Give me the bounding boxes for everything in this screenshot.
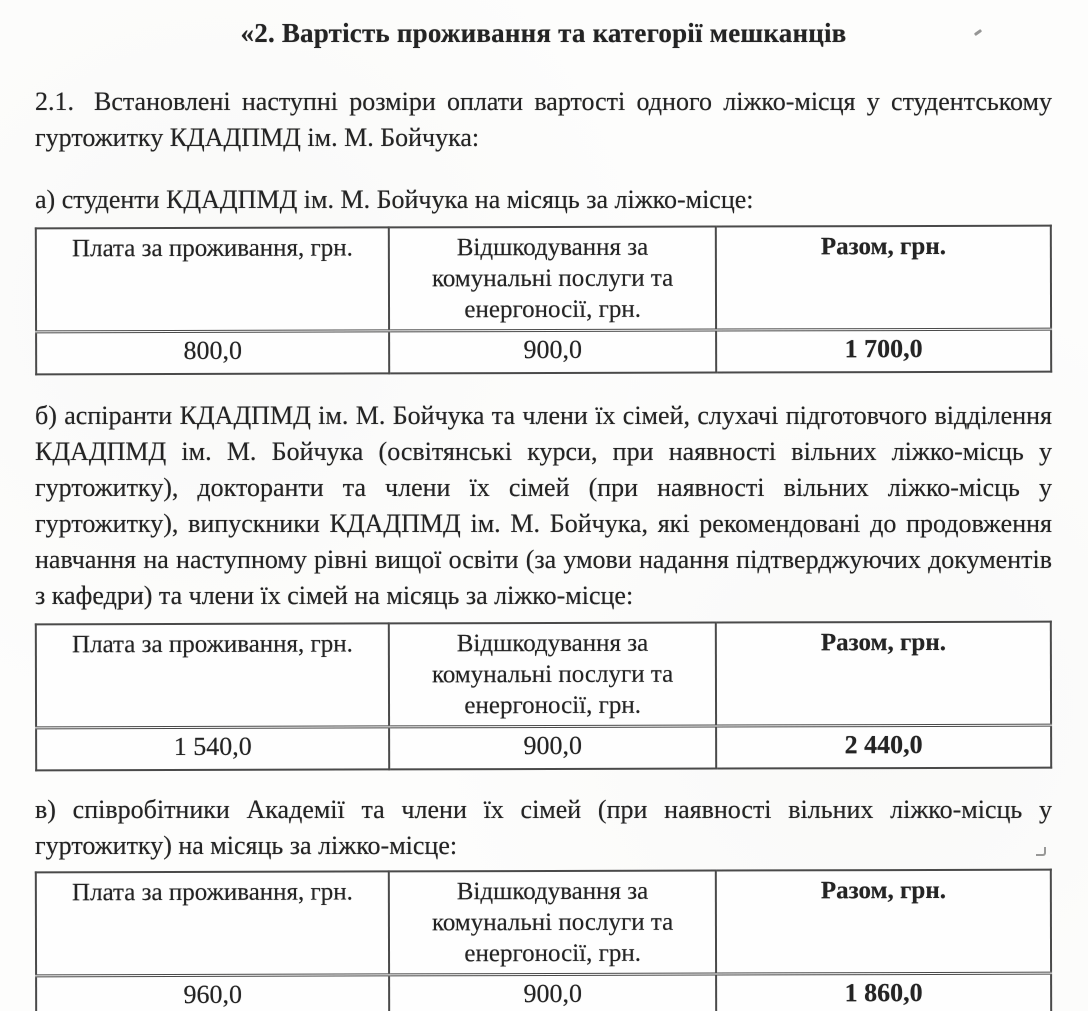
column-header-total: Разом, грн. [716, 226, 1051, 330]
table-header-row [36, 226, 1051, 332]
clause-2-1 [35, 84, 1052, 156]
column-header-utilities: Відшкодування за комунальні послуги та енергоносії, грн. [389, 227, 716, 331]
fee-table-b [35, 621, 1052, 772]
column-header-utilities: Відшкодування за комунальні послуги та енергоносії, грн. [389, 871, 716, 975]
fee-accommodation: 800,0 [36, 331, 389, 374]
fee-total: 1 860,0 [716, 973, 1051, 1011]
fee-table-v [35, 869, 1052, 1011]
item-b-label: б) аспіранти КДАДПМД ім. М. Бойчука та члени їх сімей, слухачі підготовчого відділення КДАДПМД ім. М. Бойчука (освітянські курси, при наявності вільних ліжко-місць у гуртожитку), докторанти та члени їх сімей (при наявності вільних ліжко-місць у гуртожитку), випускники КДАДПМД ім. М. Бойчука, які рекомендовані до продовження навчання на наступному рівні вищої освіти (за умови надання підтверджуючих документів з кафедри) та члени їх сімей на місяць за ліжко-місце: [35, 401, 1052, 610]
fee-total: 1 700,0 [716, 329, 1051, 372]
table-header-row [36, 622, 1051, 728]
scan-speck-mark [1036, 847, 1046, 856]
column-header-total: Разом, грн. [716, 622, 1051, 726]
table-row [36, 329, 1051, 374]
table-row [36, 973, 1051, 1011]
document-title: «2. Вартість проживання та категорії мешканців [240, 18, 847, 48]
table-row [36, 725, 1051, 770]
fee-accommodation: 1 540,0 [36, 727, 389, 770]
fee-table-a [35, 225, 1052, 376]
fee-utilities: 900,0 [389, 974, 716, 1011]
column-header-accommodation: Плата за проживання, грн. [36, 871, 389, 975]
clause-text: Встановлені наступні розміри оплати вартості одного ліжко-місця у студентському гуртожитку КДАДПМД ім. М. Бойчука: [35, 87, 1052, 152]
item-a-label: а) студенти КДАДПМД ім. М. Бойчука на місяць за ліжко-місце: [35, 185, 754, 214]
clause-number: 2.1. [35, 87, 74, 116]
column-header-accommodation: Плата за проживання, грн. [36, 227, 389, 331]
table-header-row [36, 870, 1051, 976]
column-header-total: Разом, грн. [716, 870, 1051, 974]
fee-accommodation: 960,0 [36, 975, 389, 1011]
fee-utilities: 900,0 [389, 726, 716, 769]
item-v-label: в) співробітники Академії та члени їх сімей (при наявності вільних ліжко-місць у гуртожитку) на місяць за ліжко-місце: [35, 795, 1052, 860]
fee-utilities: 900,0 [389, 330, 716, 373]
fee-total: 2 440,0 [716, 725, 1051, 768]
column-header-accommodation: Плата за проживання, грн. [36, 623, 389, 727]
column-header-utilities: Відшкодування за комунальні послуги та енергоносії, грн. [389, 623, 716, 727]
